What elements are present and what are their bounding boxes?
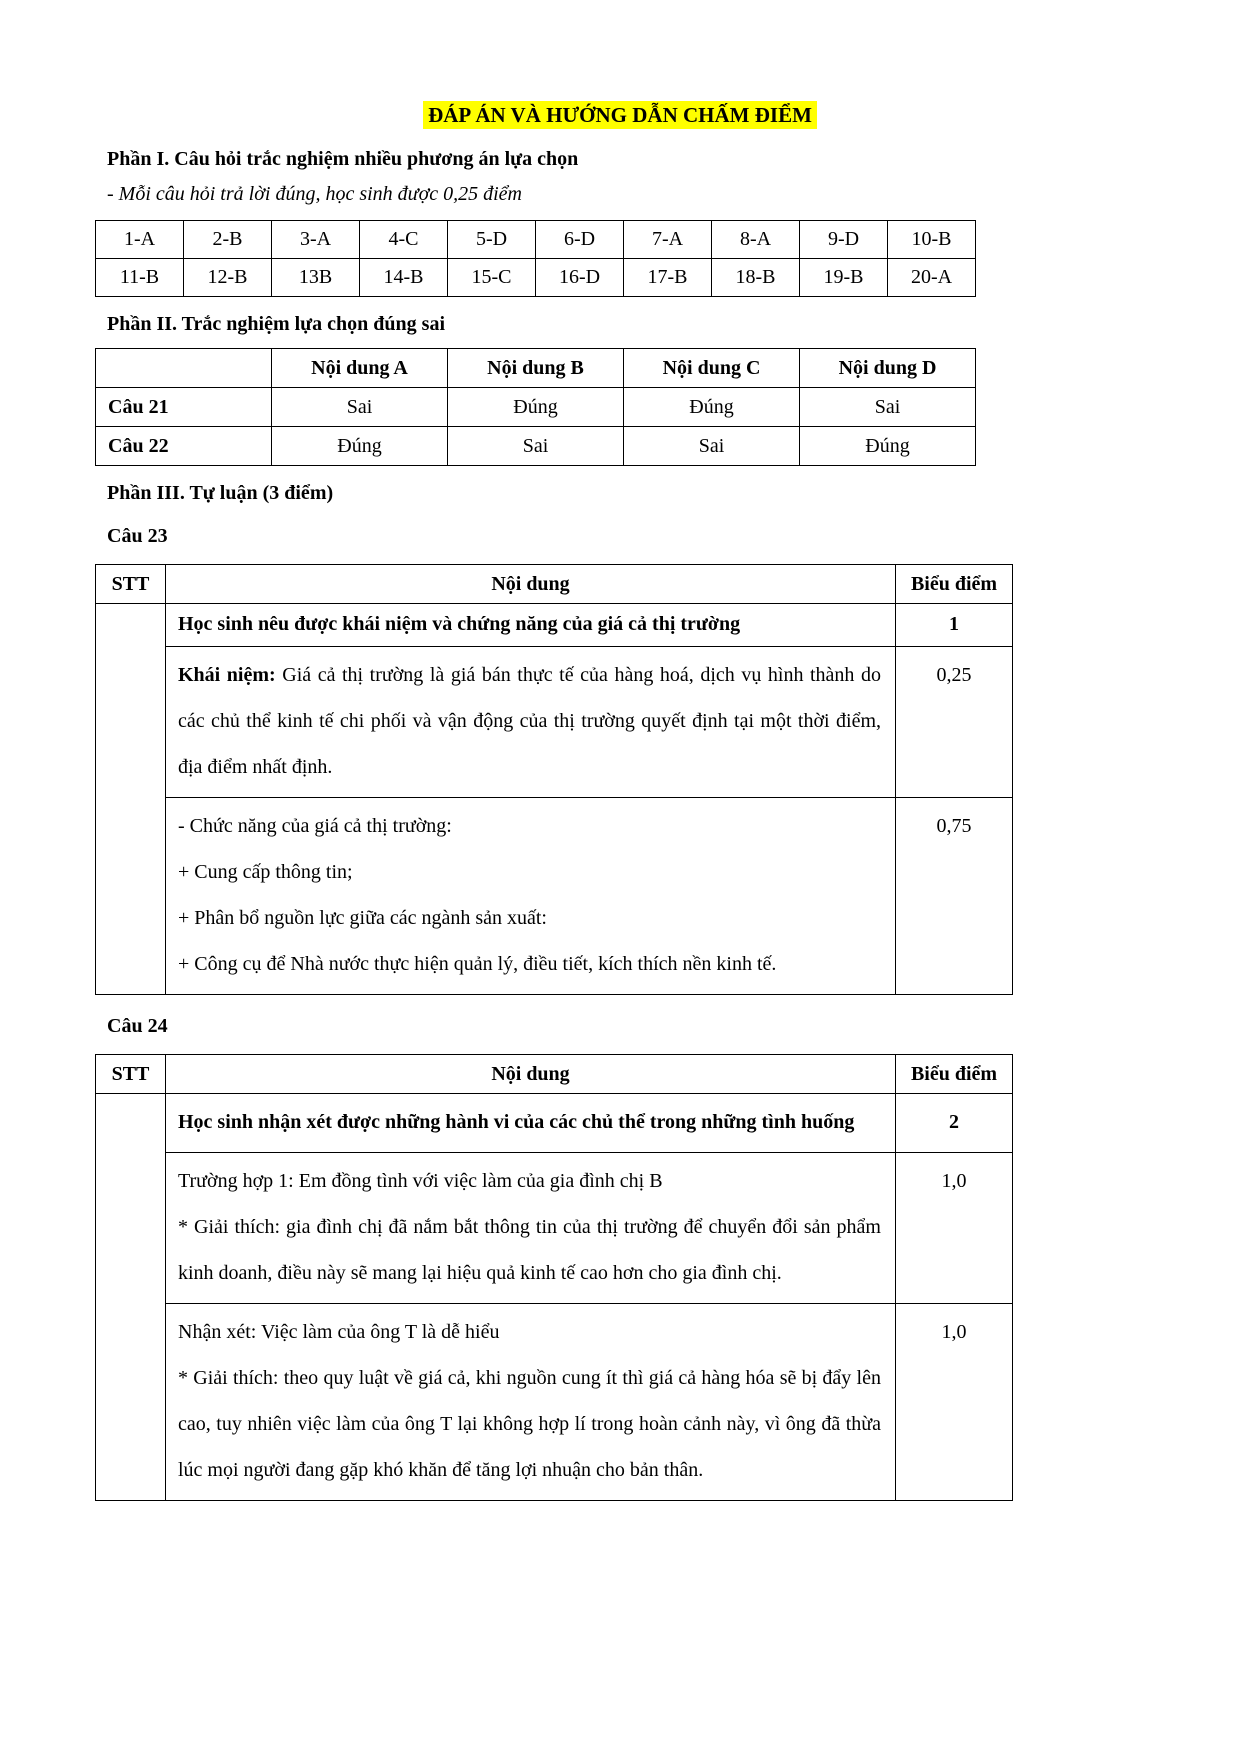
q23-definition-row xyxy=(96,647,1013,798)
q23-functions-row xyxy=(96,798,1013,995)
tf-value: Đúng xyxy=(272,427,448,466)
q23-functions-line: + Cung cấp thông tin; xyxy=(178,861,353,883)
q23-functions-text xyxy=(166,798,896,995)
answer-cell: 5-D xyxy=(448,221,536,259)
tf-value: Sai xyxy=(800,388,976,427)
question-24-table xyxy=(95,1054,1013,1501)
answer-cell: 7-A xyxy=(624,221,712,259)
tf-row-label: Câu 21 xyxy=(96,388,272,427)
tf-row-label: Câu 22 xyxy=(96,427,272,466)
q23-definition-text xyxy=(166,647,896,798)
tf-value: Sai xyxy=(272,388,448,427)
q24-case2-text xyxy=(166,1304,896,1501)
content-column-header: Nội dung xyxy=(166,565,896,604)
answer-cell: 4-C xyxy=(360,221,448,259)
part3-heading: Phần III. Tự luận (3 điểm) xyxy=(107,482,334,504)
answer-cell: 14-B xyxy=(360,259,448,297)
answer-cell: 1-A xyxy=(96,221,184,259)
answer-row-2 xyxy=(96,259,976,297)
answer-cell: 9-D xyxy=(800,221,888,259)
tf-value: Đúng xyxy=(448,388,624,427)
q24-case1-score: 1,0 xyxy=(896,1153,1013,1304)
q24-case2-explanation: * Giải thích: theo quy luật về giá cả, khi nguồn cung ít thì giá cả hàng hóa sẽ bị đẩy lên cao, tuy nhiên việc làm của ông T lại không hợp lí trong hoàn cảnh này, vì ông đã thừa lúc mọi người đang gặp khó khăn để tăng lợi nhuận cho bản thân. xyxy=(178,1367,881,1481)
stt-column-header: STT xyxy=(96,565,166,604)
tf-value: Đúng xyxy=(624,388,800,427)
part2-truefalse-table xyxy=(95,348,976,466)
answer-row-1 xyxy=(96,221,976,259)
q24-summary-row xyxy=(96,1094,1013,1153)
q23-functions-line: - Chức năng của giá cả thị trường: xyxy=(178,815,452,837)
q23-functions-line: + Công cụ để Nhà nước thực hiện quản lý, điều tiết, kích thích nền kinh tế. xyxy=(178,953,777,975)
question-23-table xyxy=(95,564,1013,995)
answer-cell: 6-D xyxy=(536,221,624,259)
tf-empty-header xyxy=(96,349,272,388)
q24-case2-statement: Nhận xét: Việc làm của ông T là dễ hiểu xyxy=(178,1321,500,1343)
answer-cell: 15-C xyxy=(448,259,536,297)
document-title xyxy=(95,103,1145,128)
tf-value: Sai xyxy=(448,427,624,466)
tf-col-header: Nội dung D xyxy=(800,349,976,388)
q23-definition-score: 0,25 xyxy=(896,647,1013,798)
answer-cell: 2-B xyxy=(184,221,272,259)
part2-heading: Phần II. Trắc nghiệm lựa chọn đúng sai xyxy=(107,313,446,335)
tf-row-cau21 xyxy=(96,388,976,427)
q24-case1-text xyxy=(166,1153,896,1304)
answer-cell: 13B xyxy=(272,259,360,297)
part1-answer-table xyxy=(95,220,976,297)
q23-stt-cell xyxy=(96,604,166,995)
question-23-label: Câu 23 xyxy=(107,525,168,547)
q23-functions-score: 0,75 xyxy=(896,798,1013,995)
part1-heading: Phần I. Câu hỏi trắc nghiệm nhiều phương án lựa chọn xyxy=(107,148,579,170)
stt-column-header: STT xyxy=(96,1055,166,1094)
q23-definition-term: Khái niệm: xyxy=(178,664,276,686)
q23-header-row xyxy=(96,565,1013,604)
q23-summary-row xyxy=(96,604,1013,647)
answer-cell: 3-A xyxy=(272,221,360,259)
answer-cell: 19-B xyxy=(800,259,888,297)
answer-cell: 17-B xyxy=(624,259,712,297)
q24-case1-explanation: * Giải thích: gia đình chị đã nắm bắt thông tin của thị trường để chuyển đổi sản phẩm kinh doanh, điều này sẽ mang lại hiệu quả kinh tế cao hơn cho gia đình chị. xyxy=(178,1216,881,1284)
q23-summary-text: Học sinh nêu được khái niệm và chứng năng của giá cả thị trường xyxy=(166,604,896,647)
question-24-label: Câu 24 xyxy=(107,1015,168,1037)
score-column-header: Biểu điểm xyxy=(896,1055,1013,1094)
q24-summary-score: 2 xyxy=(896,1094,1013,1153)
tf-value: Đúng xyxy=(800,427,976,466)
q24-header-row xyxy=(96,1055,1013,1094)
q24-case1-row xyxy=(96,1153,1013,1304)
q24-case1-statement: Trường hợp 1: Em đồng tình với việc làm của gia đình chị B xyxy=(178,1170,663,1192)
q23-summary-score: 1 xyxy=(896,604,1013,647)
score-column-header: Biểu điểm xyxy=(896,565,1013,604)
answer-cell: 18-B xyxy=(712,259,800,297)
q23-definition-body: Giá cả thị trường là giá bán thực tế của hàng hoá, dịch vụ hình thành do các chủ thể kinh tế chi phối và vận động của thị trường quyết định tại một thời điểm, địa điểm nhất định. xyxy=(178,664,881,778)
tf-col-header: Nội dung C xyxy=(624,349,800,388)
part1-scoring-note: - Mỗi câu hỏi trả lời đúng, học sinh được 0,25 điểm xyxy=(107,183,522,205)
q24-summary-text: Học sinh nhận xét được những hành vi của các chủ thể trong những tình huống xyxy=(166,1094,896,1153)
q24-stt-cell xyxy=(96,1094,166,1501)
answer-cell: 8-A xyxy=(712,221,800,259)
tf-col-header: Nội dung A xyxy=(272,349,448,388)
answer-cell: 20-A xyxy=(888,259,976,297)
q23-functions-line: + Phân bổ nguồn lực giữa các ngành sản xuất: xyxy=(178,907,547,929)
q24-case2-score: 1,0 xyxy=(896,1304,1013,1501)
answer-cell: 11-B xyxy=(96,259,184,297)
answer-cell: 12-B xyxy=(184,259,272,297)
content-column-header: Nội dung xyxy=(166,1055,896,1094)
tf-header-row xyxy=(96,349,976,388)
tf-value: Sai xyxy=(624,427,800,466)
highlighted-title-text: ĐÁP ÁN VÀ HƯỚNG DẪN CHẤM ĐIỂM xyxy=(423,101,817,129)
q24-case2-row xyxy=(96,1304,1013,1501)
answer-cell: 10-B xyxy=(888,221,976,259)
tf-row-cau22 xyxy=(96,427,976,466)
tf-col-header: Nội dung B xyxy=(448,349,624,388)
answer-cell: 16-D xyxy=(536,259,624,297)
